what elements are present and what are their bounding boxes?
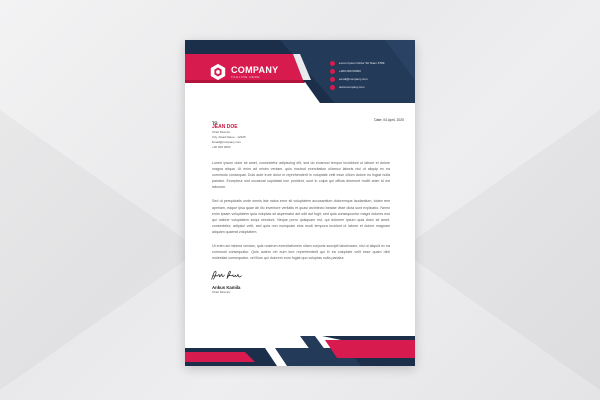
signer-name: Ankus Kamila [212,285,241,290]
contact-website-text: www.company.com [339,85,365,89]
to-label: TO [212,120,218,125]
paragraph-2: Sed ut perspiciatis unde omnis iste natus error sit voluptatem accusantium doloremque laudantium, totam rem aperiam, eaque ipsa quae ab illo inventore veritatis et quasi architecto beatae vitae dicta sunt explicabo. Nemo enim ipsam voluptatem quia voluptas sit aspernatur aut odit aut fugit, sed quia consequuntur magni dolores eos qui ratione voluptatem sequi nesciunt. Neque porro quisquam est, qui dolorem ipsum quia dolor sit amet, consectetur, adipisci velit, sed quia non numquam eius modi tempora incidunt ut labore et dolore magnam aliquam quaerat voluptatem. [212,199,390,234]
company-tagline: TAGLINE HERE [231,74,260,79]
contact-email-text: email@company.com [339,77,368,81]
recipient-title: Chief Director [212,130,231,134]
recipient-name: JEAN DOE [212,124,238,130]
paragraph-1: Lorem ipsum dolor sit amet, consectetur adipiscing elit, sed do eiusmod tempor incididunt ut labore et dolore magna aliqua. Ut enim ad minim veniam, quis nostrud exercitation ullamco laboris nisi ut aliquip ex ea commodo consequat. Duis aute irure dolor in reprehenderit in voluptate velit esse cillum dolore eu fugiat nulla pariatur. Excepteur sint occaecat cupidatat non proident, sunt in culpa qui officia deserunt mollit anim id est laborum. [212,161,390,190]
footer-banner [185,326,415,366]
contact-phone-text: +000 000 00000 [339,69,361,73]
contact-list [330,59,384,91]
letter-body [212,160,390,269]
letter-date: Date: 04 April, 2020 [374,118,404,122]
map-pin-icon [330,61,335,66]
background-fold-right [400,110,600,390]
phone-icon [330,69,335,74]
company-logo [209,63,278,81]
letterhead-page [185,40,415,366]
contact-address-text: Lorem Ipsum Dolor Sit Team 6789 [339,61,385,65]
background-fold-left [0,110,200,390]
hexagon-logo-icon [209,63,227,81]
recipient-address: City, Road Name - 12345 [212,135,246,139]
recipient-phone: +00 000 0000 [212,145,231,149]
paragraph-3: Ut enim ad minima veniam, quis nostrum exercitationem ullam corporis suscipit laboriosam, nisi ut aliquid ex ea commodi consequatur. Quis autem vel eum iure reprehenderit qui in ea voluptate velit esse quam nihil molestiae consequatur, vel illum qui dolorem eum fugiat quo voluptas nulla pariatur. [212,244,390,261]
contact-email [330,75,384,83]
globe-icon [330,85,335,90]
email-icon [330,77,335,82]
recipient-block [212,120,246,150]
signer-title: Chief Director [212,290,231,294]
contact-website [330,83,384,91]
company-name: COMPANY [231,64,279,75]
contact-phone [330,67,384,75]
recipient-email: Email@company.com [212,140,241,144]
handwritten-signature-icon [210,268,244,282]
contact-address [330,59,384,67]
